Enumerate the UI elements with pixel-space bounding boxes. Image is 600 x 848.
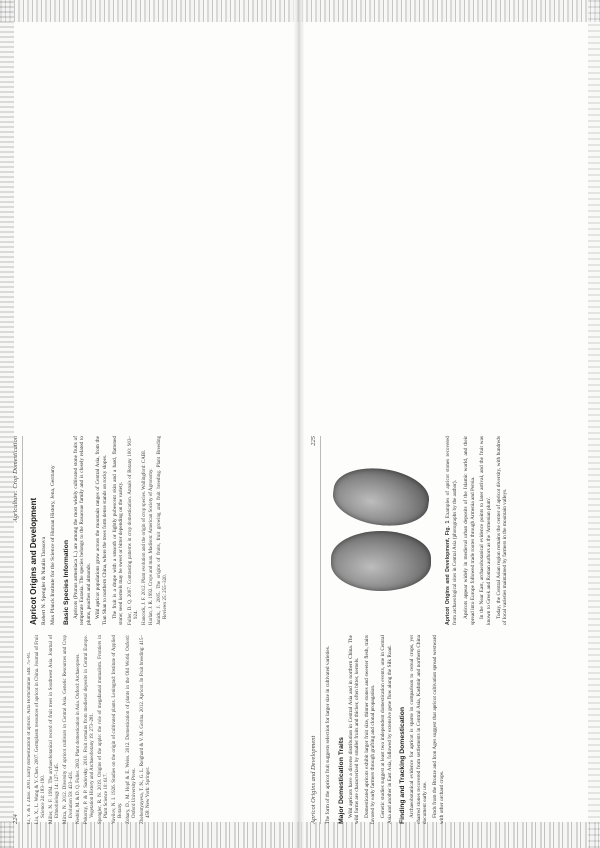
body-paragraph: Wild apricot populations grow across the mountain ranges of Central Asia, from the Tian Shan to northern China, where the trees form dense stands on rocky slopes. — [95, 436, 108, 625]
body-paragraph: Archaeobotanical evidence for apricot is sparse in comparison to cereal crops, yet charred stones recovered from settlements in Central Asia, Kashmir and northern China document early use. — [409, 635, 429, 824]
right-page — [306, 430, 591, 830]
reference-entry: Zhebentyayeva, T. N., G. L. Reighard & V. M. Gorina. 2012. Apricot. In Fruit breeding: 415–458. New York: Springer. — [139, 635, 151, 824]
figure-image — [325, 436, 437, 625]
right-column-figure — [325, 436, 587, 625]
body-paragraph: Genetic studies suggest at least two independent domestication events, one in Central Asia and another in East Asia, followed by extensive gene flow along the Silk Road. — [379, 635, 393, 824]
figure-caption-title: Apricot Origins and Development, Fig. 1 — [445, 520, 452, 625]
section-heading: Basic Species Information — [62, 540, 70, 625]
article-affiliation: Max Planck Institute for the Science of Human History, Jena, Germany — [49, 465, 56, 625]
article-author: Robert N. Spengler & Natalia Tarasova — [41, 536, 47, 625]
reference-entry: Janick, J. 2005. The origins of fruits, fruit growing and fruit breeding. Plant Breeding Reviews 25: 255–320. — [157, 436, 169, 625]
reference-entry: Li, Y. & J. Zhao. 2001. Early domestication of apricot. Acta Horticulturae 546: 75–81. — [27, 651, 32, 824]
apricot-stone-image — [331, 532, 431, 592]
reference-entry: Nesbitt, M. & D. Q. Fuller. 2002. Plant domestication in Asia. Oxford: Archaeopress. — [76, 653, 82, 824]
reference-entry: Fuller, D. Q. 2007. Contrasting patterns in crop domestication. Annals of Botany 100: 903–924. — [127, 436, 139, 625]
body-paragraph: Wild apricots have a diverse distribution in Central Asia and in northern China. The wild forms are characterized by smaller fruits and thicker, often bitter, kernels. — [347, 635, 361, 824]
right-column-text — [325, 635, 587, 824]
left-column-references — [27, 635, 289, 824]
reference-entry: Miller, N. F. 1994. The archaeobotanical record of fruit trees in Southwest Asia. Journal of Ethnobiology 14: 127–145. — [48, 635, 60, 824]
right-page-number: 225 — [309, 436, 317, 446]
body-paragraph: Domesticated apricots exhibit larger fruit size, thinner stones and sweeter flesh, traits favored by early farmers through grafting and clonal propagation. — [363, 635, 377, 824]
right-page-header — [306, 436, 321, 824]
reference-entry: Hancock, J. F. 2012. Plant evolution and the origin of crop species. Wallingford: CABI. — [141, 449, 147, 625]
body-paragraph: Apricots appear widely in medieval urban deposits of the Islamic world, and their spread into Europe followed trade routes through Armenia and Persia. — [463, 436, 476, 625]
body-paragraph: Today, the Central Asian region remains the center of apricot diversity, with hundreds of local varieties maintained by farmers in the mountain valleys. — [495, 436, 509, 625]
reference-entry: Zohary, D., M. Hopf & E. Weiss. 2012. Domestication of plants in the Old World. Oxford: Oxford University Press. — [125, 635, 138, 824]
left-page-header — [8, 436, 23, 824]
left-page-number: 224 — [11, 814, 19, 824]
book-gutter — [293, 0, 305, 848]
reference-entry: Mirza, N. 2012. Diversity of apricot cultivars in Central Asia. Genetic Resources and Crop Evolution 59: 423–431. — [62, 635, 74, 824]
reference-entry: Spengler, R. N. 2019. Origins of the apple: the role of megafaunal mutualism. Frontiers in Plant Science 10: 617. — [98, 635, 110, 824]
body-paragraph: The fruit is a drupe with a smooth or lightly pubescent skin and a hard, flattened stone; seed kernels may be sweet or bitter depending on the variety. — [111, 436, 125, 625]
reference-entry: Liu, X., L. Wang & Y. Chen. 2007. Germplasm resources of apricot in China. Journal of Fruit Science 24: 183–190. — [34, 635, 46, 824]
article-title: Apricot Origins and Development — [29, 497, 38, 625]
section-heading: Finding and Tracking Domestication — [399, 706, 407, 824]
figure — [325, 436, 463, 625]
body-paragraph: In the Near East, archaeobotanical evidence points to later arrival, and the fruit was known to Greek and Roman authors as the 'Armenian plum'. — [479, 436, 492, 625]
left-column-article — [27, 436, 289, 625]
reference-entry: Vavilov, N. I. 1926. Studies on the origin of cultivated plants. Leningrad: Institute of Applied Botany. — [111, 635, 124, 824]
section-heading: Major Domestication Traits — [337, 737, 345, 824]
reference-entry: Pokorny, P. & P. Sadovsky. 2010. Fruit remains from medieval deposits in Central Europe. Vegetation History and Archaeobotany 19: 273–281. — [84, 635, 96, 824]
body-paragraph: Finds from the Bronze and Iron Ages suggest that apricot cultivation spread westward with other orchard crops. — [431, 635, 445, 824]
reference-entry: Harlan, J. R. 1992. Crops and man. Madison: American Society of Agronomy. — [149, 468, 155, 625]
left-page — [8, 430, 293, 830]
left-running-title: Agriculture: Crop Domestication — [11, 436, 19, 523]
apricot-stone-image — [330, 463, 433, 532]
figure-caption — [445, 436, 458, 625]
right-running-title: Apricot Origins and Development — [309, 735, 317, 824]
body-paragraph: Apricots (Prunus armeniaca L.) are among the most widely cultivated stone fruits of temperate Eurasia. The species belongs to the Rosaceae family and is closely related to plums, peaches and almonds. — [72, 436, 92, 625]
figure-caption-text: Examples of apricot stones recovered from archaeological sites in Central Asia (photographs by the author). — [445, 436, 458, 625]
intro-paragraph: The form of the apricot fruit suggests selection for larger size in cultivated varieties. — [325, 645, 331, 824]
